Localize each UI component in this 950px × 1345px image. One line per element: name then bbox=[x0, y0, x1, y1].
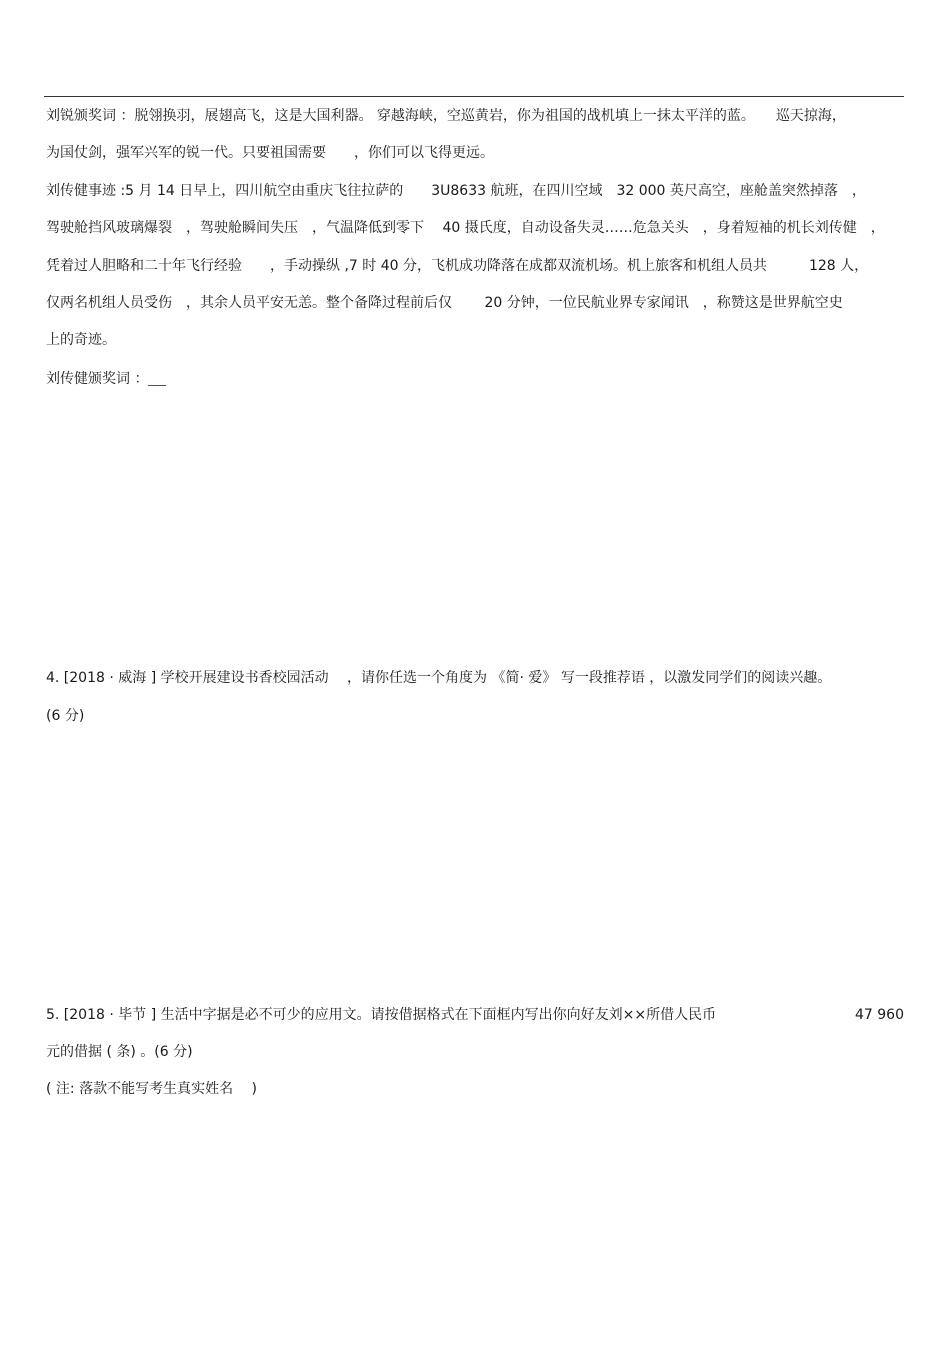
liu-chuanjian-award-prompt bbox=[46, 369, 166, 389]
liu-chuanjian-story-line-1: 刘传健事迹 :5 月 14 日早上，四川航空由重庆飞往拉萨的 3U8633 航班，在四川空域 32 000 英尺高空，座舱盖突然掉落 ， bbox=[46, 183, 866, 199]
top-rule bbox=[44, 96, 904, 97]
question-5-line-2: 元的借据 ( 条) 。(6 分) bbox=[46, 1044, 193, 1060]
liu-rui-award-line-2: 为国仗剑，强军兴军的锐一代。只要祖国需要 ，你们可以飞得更远。 bbox=[46, 145, 494, 161]
liu-chuanjian-story-line-4: 仅两名机组人员受伤 ，其余人员平安无恙。整个备降过程前后仅 20 分钟，一位民航业界专家闻讯 ，称赞这是世界航空史 bbox=[46, 295, 843, 311]
question-5-note: ( 注: 落款不能写考生真实姓名 ) bbox=[46, 1081, 257, 1097]
liu-chuanjian-story-line-3: 凭着过人胆略和二十年飞行经验 ，手动操纵 ,7 时 40 分，飞机成功降落在成都双流机场。机上旅客和机组人员共 128 人， bbox=[46, 258, 869, 274]
question-4-line-1: 4. [2018 · 威海 ] 学校开展建设书香校园活动 ，请你任选一个角度为 《简· 爱》 写一段推荐语 ，以激发同学们的阅读兴趣。 bbox=[46, 670, 832, 686]
liu-chuanjian-story-line-2: 驾驶舱挡风玻璃爆裂 ，驾驶舱瞬间失压 ，气温降低到零下 40 摄氏度，自动设备失灵……危急关头 ，身着短袖的机长刘传健 ， bbox=[46, 220, 885, 236]
liu-rui-award-line-1: 刘锐颁奖词 ：脱翎换羽，展翅高飞，这是大国利器。 穿越海峡，空巡黄岩，你为祖国的战机填上一抹太平洋的蓝。 巡天掠海， bbox=[46, 108, 846, 124]
question-4-score: (6 分) bbox=[46, 708, 85, 724]
answer-blank[interactable] bbox=[148, 371, 166, 386]
question-5-amount: 47 960 bbox=[855, 1007, 904, 1023]
question-5-line-1: 5. [2018 · 毕节 ] 生活中字据是必不可少的应用文。请按借据格式在下面框内写出你向好友刘××所借人民币 bbox=[46, 1007, 717, 1023]
liu-chuanjian-story-line-5: 上的奇迹。 bbox=[46, 332, 116, 348]
award-prompt-label: 刘传健颁奖词 ： bbox=[46, 371, 149, 387]
